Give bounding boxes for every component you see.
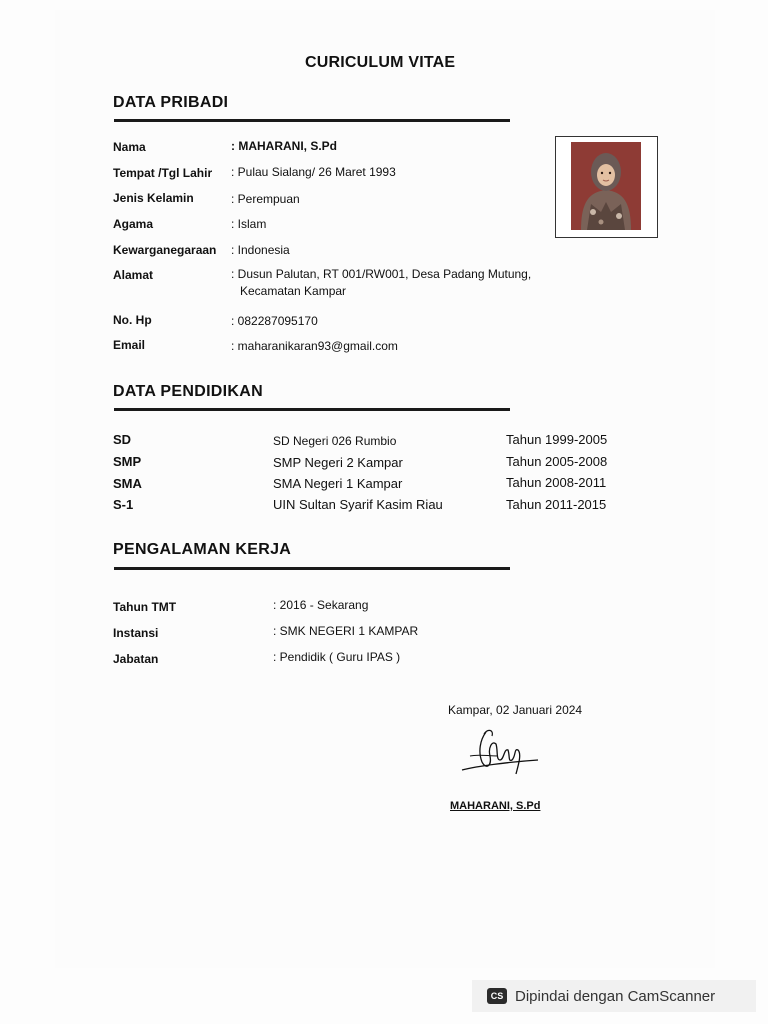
value-tahun-tmt: : 2016 - Sekarang bbox=[273, 598, 369, 612]
profile-photo-frame bbox=[555, 136, 658, 238]
camscanner-logo-icon: CS bbox=[487, 988, 507, 1004]
education-level: SD bbox=[113, 432, 132, 447]
section-heading-work: PENGALAMAN KERJA bbox=[113, 541, 292, 558]
value-agama: : Islam bbox=[231, 217, 267, 231]
label-nama: Nama bbox=[113, 140, 146, 154]
education-school: SMA Negeri 1 Kampar bbox=[273, 476, 403, 491]
value-tempat-tgl-lahir: : Pulau Sialang/ 26 Maret 1993 bbox=[231, 165, 396, 179]
value-nama: : MAHARANI, S.Pd bbox=[231, 139, 337, 153]
label-no-hp: No. Hp bbox=[113, 313, 152, 327]
education-years: Tahun 2008-2011 bbox=[506, 475, 607, 490]
label-instansi: Instansi bbox=[113, 626, 159, 640]
value-no-hp: : 082287095170 bbox=[231, 314, 318, 328]
value-kewarganegaraan: : Indonesia bbox=[231, 243, 290, 257]
label-agama: Agama bbox=[113, 217, 154, 231]
education-school: UIN Sultan Syarif Kasim Riau bbox=[273, 497, 443, 512]
label-tahun-tmt: Tahun TMT bbox=[113, 600, 177, 614]
label-jabatan: Jabatan bbox=[113, 652, 159, 666]
handwritten-signature bbox=[458, 726, 542, 778]
signature-place-date: Kampar, 02 Januari 2024 bbox=[448, 703, 583, 717]
education-years: Tahun 2005-2008 bbox=[506, 454, 608, 469]
education-level: SMP bbox=[113, 454, 142, 469]
education-level: S-1 bbox=[113, 497, 134, 512]
section-divider bbox=[114, 119, 510, 122]
value-alamat: : Dusun Palutan, RT 001/RW001, Desa Padang Mutung, bbox=[231, 267, 532, 281]
education-school: SD Negeri 026 Rumbio bbox=[273, 434, 397, 448]
camscanner-text: Dipindai dengan CamScanner bbox=[515, 987, 716, 1005]
education-level: SMA bbox=[113, 476, 142, 491]
education-years: Tahun 2011-2015 bbox=[506, 497, 607, 512]
profile-photo bbox=[571, 142, 641, 230]
section-divider bbox=[114, 408, 510, 411]
value-jabatan: : Pendidik ( Guru IPAS ) bbox=[273, 650, 401, 664]
value-alamat-line2: Kecamatan Kampar bbox=[240, 284, 347, 298]
label-kewarganegaraan: Kewarganegaraan bbox=[113, 243, 217, 257]
value-jenis-kelamin: : Perempuan bbox=[231, 192, 300, 206]
person-portrait-icon bbox=[571, 142, 641, 230]
label-tempat-tgl-lahir: Tempat /Tgl Lahir bbox=[113, 166, 213, 180]
value-email: : maharanikaran93@gmail.com bbox=[231, 339, 398, 353]
label-email: Email bbox=[113, 338, 146, 352]
label-alamat: Alamat bbox=[113, 268, 154, 282]
section-divider bbox=[114, 567, 510, 570]
section-heading-education: DATA PENDIDIKAN bbox=[113, 383, 263, 400]
camscanner-watermark bbox=[472, 980, 756, 1012]
education-school: SMP Negeri 2 Kampar bbox=[273, 455, 403, 470]
label-jenis-kelamin: Jenis Kelamin bbox=[113, 191, 194, 205]
section-heading-personal: DATA PRIBADI bbox=[113, 94, 229, 111]
document-title: CURICULUM VITAE bbox=[305, 54, 456, 71]
value-instansi: : SMK NEGERI 1 KAMPAR bbox=[273, 624, 419, 638]
education-years: Tahun 1999-2005 bbox=[506, 432, 608, 447]
signature-name: MAHARANI, S.Pd bbox=[450, 800, 541, 812]
